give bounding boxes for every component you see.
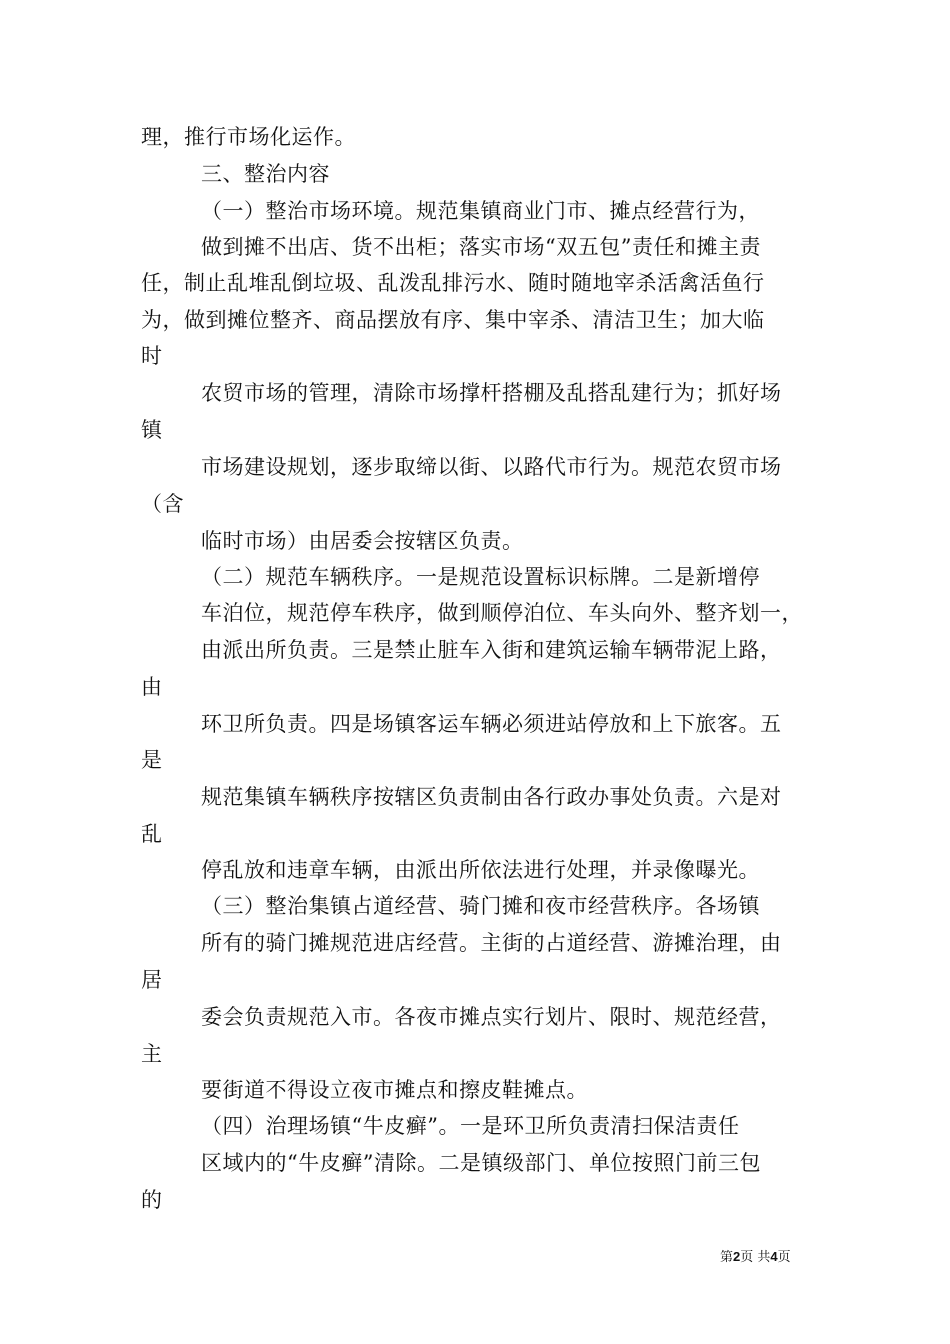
text-line: 车泊位，规范停车秩序，做到顺停泊位、车头向外、整齐划一， (201, 601, 803, 625)
text-line: （四）治理场镇“牛皮癣”。一是环卫所负责清扫保洁责任 (201, 1114, 740, 1138)
text-line: 时 (141, 344, 163, 368)
text-line: 停乱放和违章车辆，由派出所依法进行处理，并录像曝光。 (201, 858, 760, 882)
text-line: 环卫所负责。四是场镇客运车辆必须进站停放和上下旅客。五 (201, 712, 782, 736)
text-line: 的 (141, 1188, 163, 1212)
text-line: 为，做到摊位整齐、商品摆放有序、集中宰杀、清洁卫生；加大临 (141, 308, 765, 332)
footer-suffix: 页 (777, 1250, 791, 1265)
text-line: 农贸市场的管理，清除市场撑杆搭棚及乱搭乱建行为；抓好场 (201, 381, 782, 405)
text-line: 要街道不得设立夜市摊点和擦皮鞋摊点。 (201, 1078, 588, 1102)
text-line: 理，推行市场化运作。 (141, 125, 356, 149)
page-number-footer (720, 1248, 791, 1267)
text-line: 临时市场）由居委会按辖区负责。 (201, 529, 524, 553)
footer-middle: 页 共 (740, 1250, 771, 1265)
text-line: 乱 (141, 822, 163, 846)
text-line: 区域内的“牛皮癣”清除。二是镇级部门、单位按照门前三包 (201, 1151, 761, 1175)
total-pages-number: 4 (770, 1249, 778, 1264)
text-line: 做到摊不出店、货不出柜；落实市场“双五包”责任和摊主责 (201, 235, 761, 259)
text-line: 任，制止乱堆乱倒垃圾、乱泼乱排污水、随时随地宰杀活禽活鱼行 (141, 271, 765, 295)
text-line: 主 (141, 1042, 163, 1066)
current-page-number: 2 (733, 1249, 741, 1264)
text-line: 由派出所负责。三是禁止脏车入街和建筑运输车辆带泥上路， (201, 638, 782, 662)
text-line: 镇 (141, 418, 163, 442)
footer-prefix: 第 (720, 1250, 734, 1265)
text-line: （含 (141, 492, 184, 516)
text-line: 由 (141, 675, 163, 699)
text-line: （一）整治市场环境。规范集镇商业门市、摊点经营行为， (201, 199, 760, 223)
section-heading: 三、整治内容 (201, 162, 330, 186)
text-line: 是 (141, 748, 163, 772)
text-line: 规范集镇车辆秩序按辖区负责制由各行政办事处负责。六是对 (201, 785, 782, 809)
text-line: 所有的骑门摊规范进店经营。主街的占道经营、游摊治理，由 (201, 931, 782, 955)
text-line: （二）规范车辆秩序。一是规范设置标识标牌。二是新增停 (201, 565, 760, 589)
text-line: （三）整治集镇占道经营、骑门摊和夜市经营秩序。各场镇 (201, 894, 760, 918)
text-line: 委会负责规范入市。各夜市摊点实行划片、限时、规范经营， (201, 1005, 782, 1029)
text-line: 市场建设规划，逐步取缔以街、以路代市行为。规范农贸市场 (201, 455, 782, 479)
text-line: 居 (141, 968, 163, 992)
